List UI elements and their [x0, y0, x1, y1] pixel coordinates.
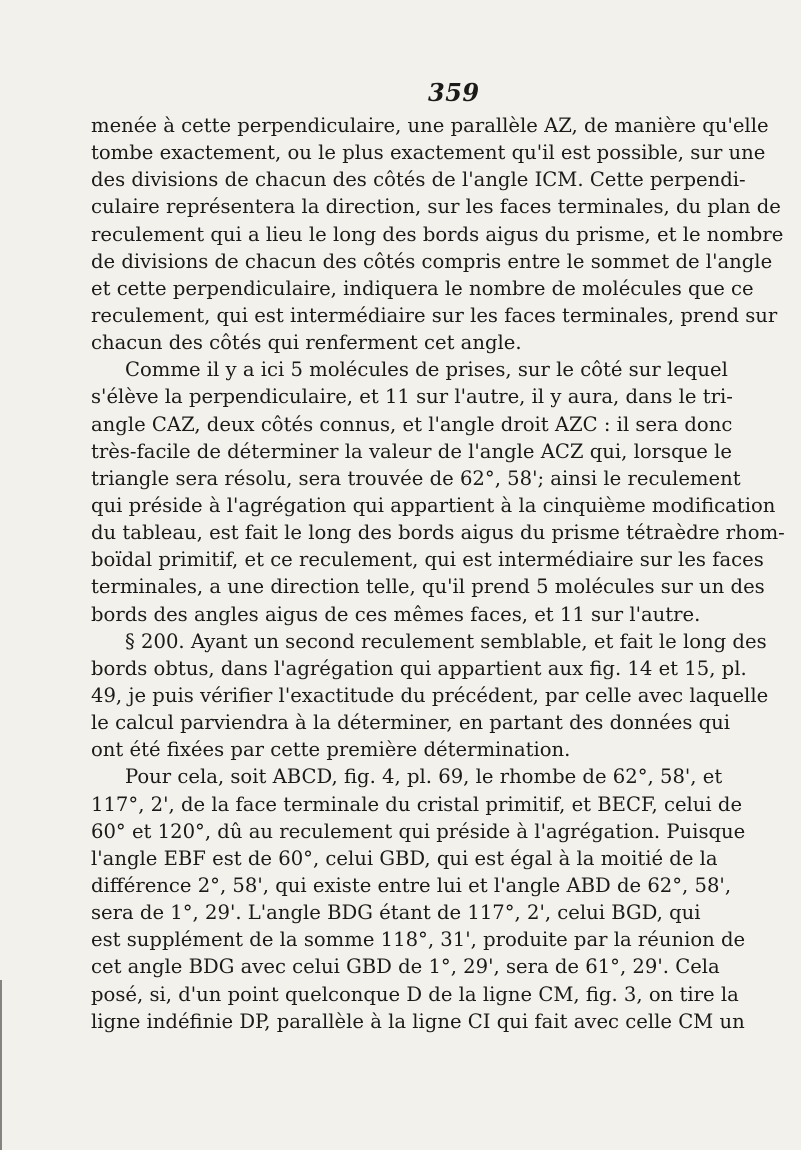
text-line: très-facile de déterminer la valeur de l'angle ACZ qui, lorsque le [91, 439, 732, 463]
text-line: 117°, 2', de la face terminale du cristal primitif, et BECF, celui de [91, 792, 743, 816]
text-line: chacun des côtés qui renferment cet angle. [91, 331, 522, 355]
text-line: qui préside à l'agrégation qui appartient à la cinquième modification [91, 493, 776, 517]
text-line: différence 2°, 58', qui existe entre lui et l'angle ABD de 62°, 58', [91, 873, 732, 897]
text-line: § 200. Ayant un second reculement semblable, et fait le long des [125, 629, 767, 653]
text-line: culaire représentera la direction, sur les faces terminales, du plan de [91, 195, 781, 219]
text-line: reculement qui a lieu le long des bords aigus du prisme, et le nombre [91, 222, 784, 246]
page-number-text: 359 [428, 78, 480, 107]
text-line: angle CAZ, deux côtés connus, et l'angle droit AZC : il sera donc [91, 412, 733, 436]
text-line: menée à cette perpendiculaire, une parallèle AZ, de manière qu'elle [91, 114, 769, 137]
text-line: l'angle EBF est de 60°, celui GBD, qui est égal à la moitié de la [91, 846, 718, 870]
text-line: tombe exactement, ou le plus exactement qu'il est possible, sur une [91, 141, 766, 165]
text-line: posé, si, d'un point quelconque D de la ligne CM, fig. 3, on tire la [91, 982, 739, 1006]
text-line: est supplément de la somme 118°, 31', produite par la réunion de [91, 928, 746, 952]
text-line: 49, je puis vérifier l'exactitude du précédent, par celle avec laquelle [91, 683, 769, 707]
text-line: Comme il y a ici 5 molécules de prises, sur le côté sur lequel [125, 358, 728, 382]
text-line: du tableau, est fait le long des bords aigus du prisme tétraèdre rhom- [91, 521, 785, 545]
text-line: Pour cela, soit ABCD, fig. 4, pl. 69, le rhombe de 62°, 58', et [125, 765, 723, 789]
text-line: sera de 1°, 29'. L'angle BDG étant de 117°, 2', celui BGD, qui [91, 901, 701, 925]
body-text [91, 112, 785, 1035]
page-edge-shadow [0, 980, 2, 1150]
text-line: cet angle BDG avec celui GBD de 1°, 29', sera de 61°, 29'. Cela [91, 955, 720, 979]
text-line: le calcul parviendra à la déterminer, en partant des données qui [91, 711, 731, 735]
text-line: terminales, a une direction telle, qu'il prend 5 molécules sur un des [91, 575, 765, 599]
text-line: bords obtus, dans l'agrégation qui appartient aux fig. 14 et 15, pl. [91, 656, 747, 680]
text-line: des divisions de chacun des côtés de l'angle ICM. Cette perpendi- [91, 168, 746, 192]
text-line: s'élève la perpendiculaire, et 11 sur l'autre, il y aura, dans le tri- [91, 385, 733, 409]
text-line: ont été fixées par cette première détermination. [91, 738, 571, 762]
text-line: triangle sera résolu, sera trouvée de 62°, 58'; ainsi le reculement [91, 466, 741, 490]
text-line: boïdal primitif, et ce reculement, qui est intermédiaire sur les faces [91, 548, 764, 572]
text-line: et cette perpendiculaire, indiquera le nombre de molécules que ce [91, 276, 754, 300]
text-line: de divisions de chacun des côtés compris entre le sommet de l'angle [91, 249, 773, 273]
text-line: reculement, qui est intermédiaire sur les faces terminales, prend sur [91, 303, 778, 327]
text-line: bords des angles aigus de ces mêmes faces, et 11 sur l'autre. [91, 602, 701, 626]
text-line: 60° et 120°, dû au reculement qui préside à l'agrégation. Puisque [91, 819, 746, 843]
text-line: ligne indéfinie DP, parallèle à la ligne CI qui fait avec celle CM un [91, 1009, 745, 1033]
